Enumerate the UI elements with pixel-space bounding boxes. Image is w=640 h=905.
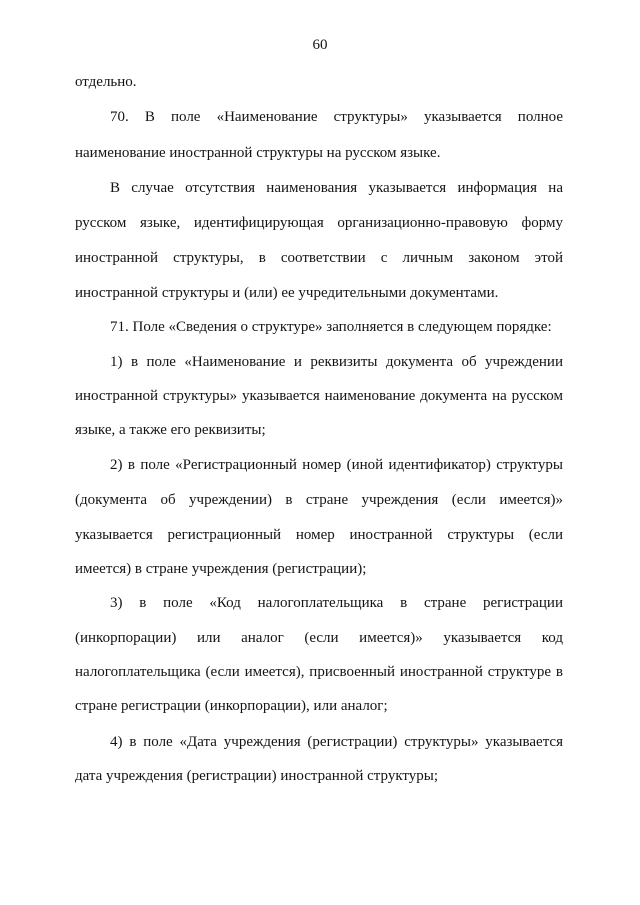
text-line: (инкорпорации) или аналог (если имеется)» указывается код [75, 630, 563, 646]
text-line: указывается регистрационный номер иностранной структуры (если [75, 527, 563, 543]
text-line: отдельно. [75, 74, 137, 90]
text-line: языке, а также его реквизиты; [75, 422, 266, 438]
text-line: 1) в поле «Наименование и реквизиты документа об учреждении [110, 354, 563, 370]
page-number: 60 [312, 37, 328, 53]
text-line: налогоплательщика (если имеется), присвоенный иностранной структуре в [75, 664, 563, 680]
text-line: (документа об учреждении) в стране учреждения (если имеется)» [75, 492, 563, 508]
text-line: 2) в поле «Регистрационный номер (иной идентификатор) структуры [110, 457, 563, 473]
text-line: 3) в поле «Код налогоплательщика в стране регистрации [110, 595, 563, 611]
text-line: 70. В поле «Наименование структуры» указывается полное [110, 109, 563, 125]
text-line: наименование иностранной структуры на русском языке. [75, 145, 441, 161]
text-line: иностранной структуры, в соответствии с личным законом этой [75, 250, 563, 266]
text-line: 71. Поле «Сведения о структуре» заполняется в следующем порядке: [110, 319, 552, 335]
text-line: иностранной структуры и (или) ее учредительными документами. [75, 285, 499, 301]
text-line: 4) в поле «Дата учреждения (регистрации) структуры» указывается [110, 734, 563, 750]
text-line: дата учреждения (регистрации) иностранной структуры; [75, 768, 439, 784]
text-line: имеется) в стране учреждения (регистрации); [75, 561, 367, 577]
text-line: стране регистрации (инкорпорации), или аналог; [75, 698, 388, 714]
text-line: В случае отсутствия наименования указывается информация на [110, 180, 563, 196]
text-line: русском языке, идентифицирующая организационно-правовую форму [75, 215, 563, 231]
text-line: иностранной структуры» указывается наименование документа на русском [75, 388, 563, 404]
